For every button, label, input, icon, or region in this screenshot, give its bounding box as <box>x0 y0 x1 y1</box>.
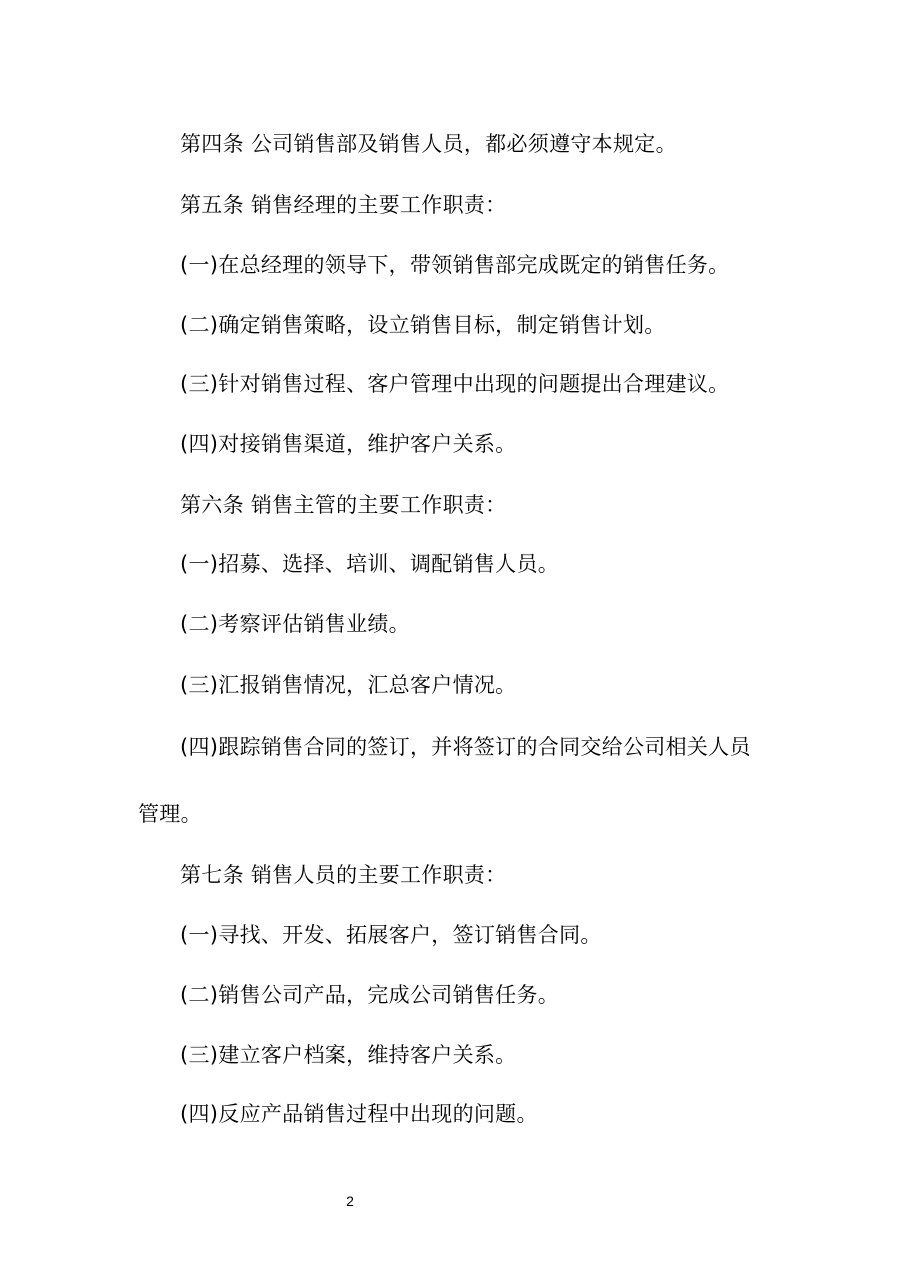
article-6-item-4-continuation: 管理。 <box>138 802 202 826</box>
article-5-heading: 第五条 销售经理的主要工作职责： <box>180 193 507 217</box>
article-4-text: 第四条 公司销售部及销售人员，都必须遵守本规定。 <box>180 132 677 156</box>
page-number: 2 <box>346 1193 354 1209</box>
article-5-item-4: (四)对接销售渠道，维护客户关系。 <box>180 432 517 456</box>
article-7-item-4: (四)反应产品销售过程中出现的问题。 <box>180 1102 538 1126</box>
article-6-item-4: (四)跟踪销售合同的签订，并将签订的合同交给公司相关人员 <box>180 735 751 759</box>
article-6-item-1: (一)招募、选择、培训、调配销售人员。 <box>180 552 560 576</box>
article-6-heading: 第六条 销售主管的主要工作职责： <box>180 493 507 517</box>
article-7-heading: 第七条 销售人员的主要工作职责： <box>180 863 507 887</box>
article-6-item-2: (二)考察评估销售业绩。 <box>180 612 410 636</box>
article-6-item-3: (三)汇报销售情况，汇总客户情况。 <box>180 673 517 697</box>
article-7-item-1: (一)寻找、开发、拓展客户，签订销售合同。 <box>180 923 602 947</box>
article-5-item-1: (一)在总经理的领导下，带领销售部完成既定的销售任务。 <box>180 253 730 277</box>
article-7-item-3: (三)建立客户档案，维持客户关系。 <box>180 1043 517 1067</box>
article-5-item-2: (二)确定销售策略，设立销售目标，制定销售计划。 <box>180 313 666 337</box>
article-7-item-2: (二)销售公司产品，完成公司销售任务。 <box>180 983 560 1007</box>
article-5-item-3: (三)针对销售过程、客户管理中出现的问题提出合理建议。 <box>180 372 730 396</box>
